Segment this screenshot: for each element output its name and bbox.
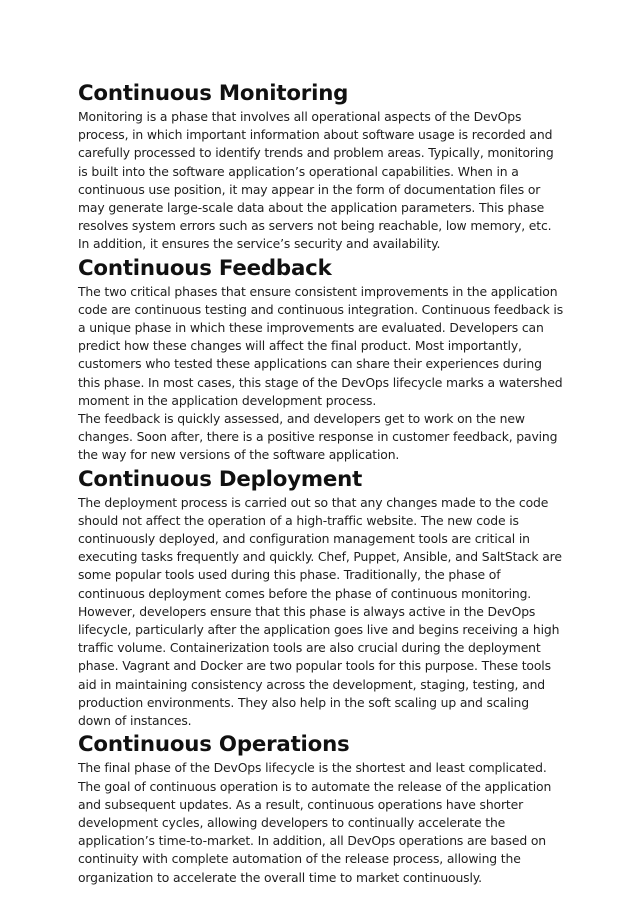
section-continuous-feedback [78, 254, 564, 465]
section-paragraph: Monitoring is a phase that involves all operational aspects of the DevOps process, in which important information about software usage is recorded and carefully processed to identify trends and problem areas. Typically, monitoring is built into the software application’s operational capabilities. When in a continuous use position, it may appear in the form of documentation files or may generate large-scale data about the application parameters. This phase resolves system errors such as servers not being reachable, low memory, etc. In addition, it ensures the service’s security and availability. [78, 109, 554, 252]
section-heading: Continuous Feedback [78, 255, 332, 281]
section-paragraph: The feedback is quickly assessed, and developers get to work on the new changes. Soon after, there is a positive response in customer feedback, paving the way for new versions of the software application. [78, 411, 558, 463]
section-paragraph: The deployment process is carried out so that any changes made to the code should not affect the operation of a high-traffic website. The new code is continuously deployed, and configuration management tools are critical in executing tasks frequently and quickly. Chef, Puppet, Ansible, and SaltStack are some popular tools used during this phase. Traditionally, the phase of continuous deployment comes before the phase of continuous monitoring. However, developers ensure that this phase is always active in the DevOps lifecycle, particularly after the application goes live and begins receiving a high traffic volume. Containerization tools are also crucial during the deployment phase. Vagrant and Docker are two popular tools for this purpose. These tools aid in maintaining consistency across the development, staging, testing, and production environments. They also help in the soft scaling up and scaling down of instances. [78, 494, 562, 729]
section-paragraph: The two critical phases that ensure consistent improvements in the application code are continuous testing and continuous integration. Continuous feedback is a unique phase in which these improvements are evaluated. Developers can predict how these changes will affect the final product. Most importantly, customers who tested these applications can share their experiences during this phase. In most cases, this stage of the DevOps lifecycle marks a watershed moment in the application development process. [78, 283, 564, 408]
section-continuous-monitoring [78, 79, 564, 254]
section-paragraph: The final phase of the DevOps lifecycle is the shortest and least complicated. The goal of continuous operation is to automate the release of the application and subsequent updates. As a result, continuous operations have shorter development cycles, allowing developers to continually accelerate the application’s time-to-market. In addition, all DevOps operations are based on continuity with complete automation of the release process, allowing the organization to accelerate the overall time to market continuously. [78, 760, 552, 885]
section-heading: Continuous Deployment [78, 466, 363, 492]
section-continuous-operations [78, 730, 564, 886]
section-heading: Continuous Operations [78, 732, 350, 758]
section-heading: Continuous Monitoring [78, 81, 349, 106]
document-page [78, 79, 564, 887]
section-continuous-deployment [78, 465, 564, 731]
